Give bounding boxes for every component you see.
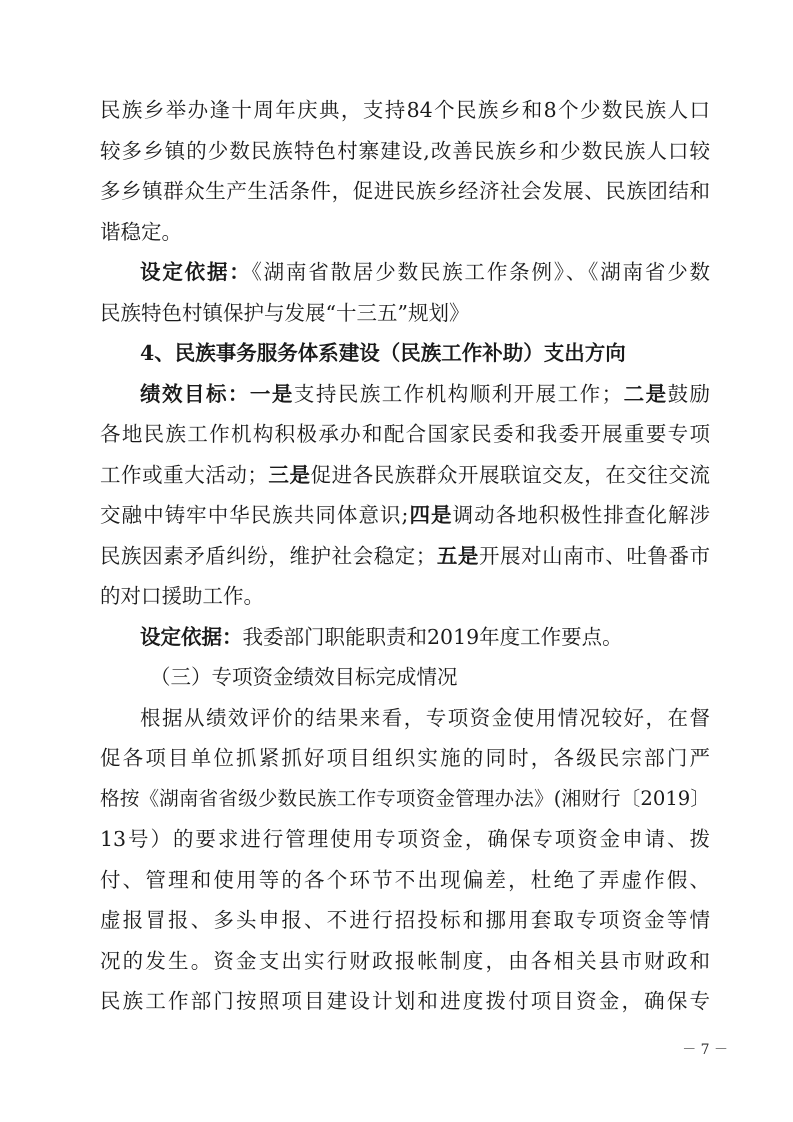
goal-five-text: 开展对山南市、吐鲁番市 — [478, 543, 710, 568]
basis-label: 设定依据： — [140, 624, 243, 649]
goal-three-text: 促进各民族群众开展联谊交友，在交往交流 — [310, 462, 710, 487]
goal-four-text: 调动各地积极性排查化解涉 — [452, 503, 710, 528]
basis-line: 民族特色村镇保护与发展“十三五”规划》 — [100, 300, 470, 325]
body-line: 多乡镇群众生产生活条件，促进民族乡经济社会发展、民族团结和 — [100, 179, 710, 204]
goal-three-label: 三是 — [267, 462, 311, 487]
goal-two-label: 二是 — [622, 381, 668, 406]
page-number: － 7 － — [682, 1042, 728, 1058]
goals-label: 绩效目标： — [140, 381, 250, 406]
body-line: 谐稳定。 — [100, 219, 182, 244]
basis-label: 设定依据： — [140, 260, 252, 285]
goal-two-text: 鼓励 — [667, 381, 710, 406]
goal-one-text: 支持民族工作机构顺利开展工作； — [293, 381, 623, 406]
basis-text: 我委部门职能职责和2019年度工作要点。 — [242, 624, 623, 649]
goals-text: 交融中铸牢中华民族共同体意识; — [100, 503, 409, 528]
goals-line — [100, 536, 710, 576]
body-line: 付、管理和使用等的各个环节不出现偏差，杜绝了弄虚作假、 — [100, 867, 710, 892]
basis-line — [140, 617, 710, 657]
body-line: 13号）的要求进行管理使用专项资金，确保专项资金申请、拨 — [100, 827, 710, 852]
goals-text: 工作或重大活动； — [100, 462, 268, 487]
goals-line — [100, 495, 710, 535]
goals-line — [100, 455, 710, 495]
goal-five-label: 五是 — [436, 543, 479, 568]
section-heading: 4、民族事务服务体系建设（民族工作补助）支出方向 — [140, 341, 626, 366]
goals-line: 各地民族工作机构积极承办和配合国家民委和我委开展重要专项 — [100, 422, 710, 447]
body-line: 民族乡举办逢十周年庆典，支持84个民族乡和8个少数民族人口 — [100, 98, 710, 122]
body-line: 况的发生。资金支出实行财政报帐制度，由各相关县市财政和 — [100, 948, 710, 973]
goal-four-label: 四是 — [408, 503, 453, 528]
goal-one-label: 一是 — [249, 381, 294, 406]
basis-text: 《湖南省散居少数民族工作条例》、《湖南省少数 — [251, 260, 710, 285]
body-line: 较多乡镇的少数民族特色村寨建设,改善民族乡和少数民族人口较 — [100, 138, 710, 163]
goals-line: 的对口援助工作。 — [100, 584, 264, 609]
body-line: 促各项目单位抓紧抓好项目组织实施的同时，各级民宗部门严 — [100, 746, 710, 771]
basis-line — [140, 252, 710, 292]
goals-line — [140, 374, 710, 414]
body-line: 虚报冒报、多头申报、不进行招投标和挪用套取专项资金等情 — [100, 908, 710, 933]
section-heading: （三）专项资金绩效目标完成情况 — [150, 665, 458, 690]
body-line: 根据从绩效评价的结果来看，专项资金使用情况较好，在督 — [140, 705, 710, 730]
goals-text: 民族因素矛盾纠纷，维护社会稳定； — [100, 543, 437, 568]
body-line: 格按《湖南省省级少数民族工作专项资金管理办法》(湘财行〔2019〕 — [100, 786, 710, 810]
body-line: 民族工作部门按照项目建设计划和进度拨付项目资金，确保专 — [100, 989, 710, 1014]
